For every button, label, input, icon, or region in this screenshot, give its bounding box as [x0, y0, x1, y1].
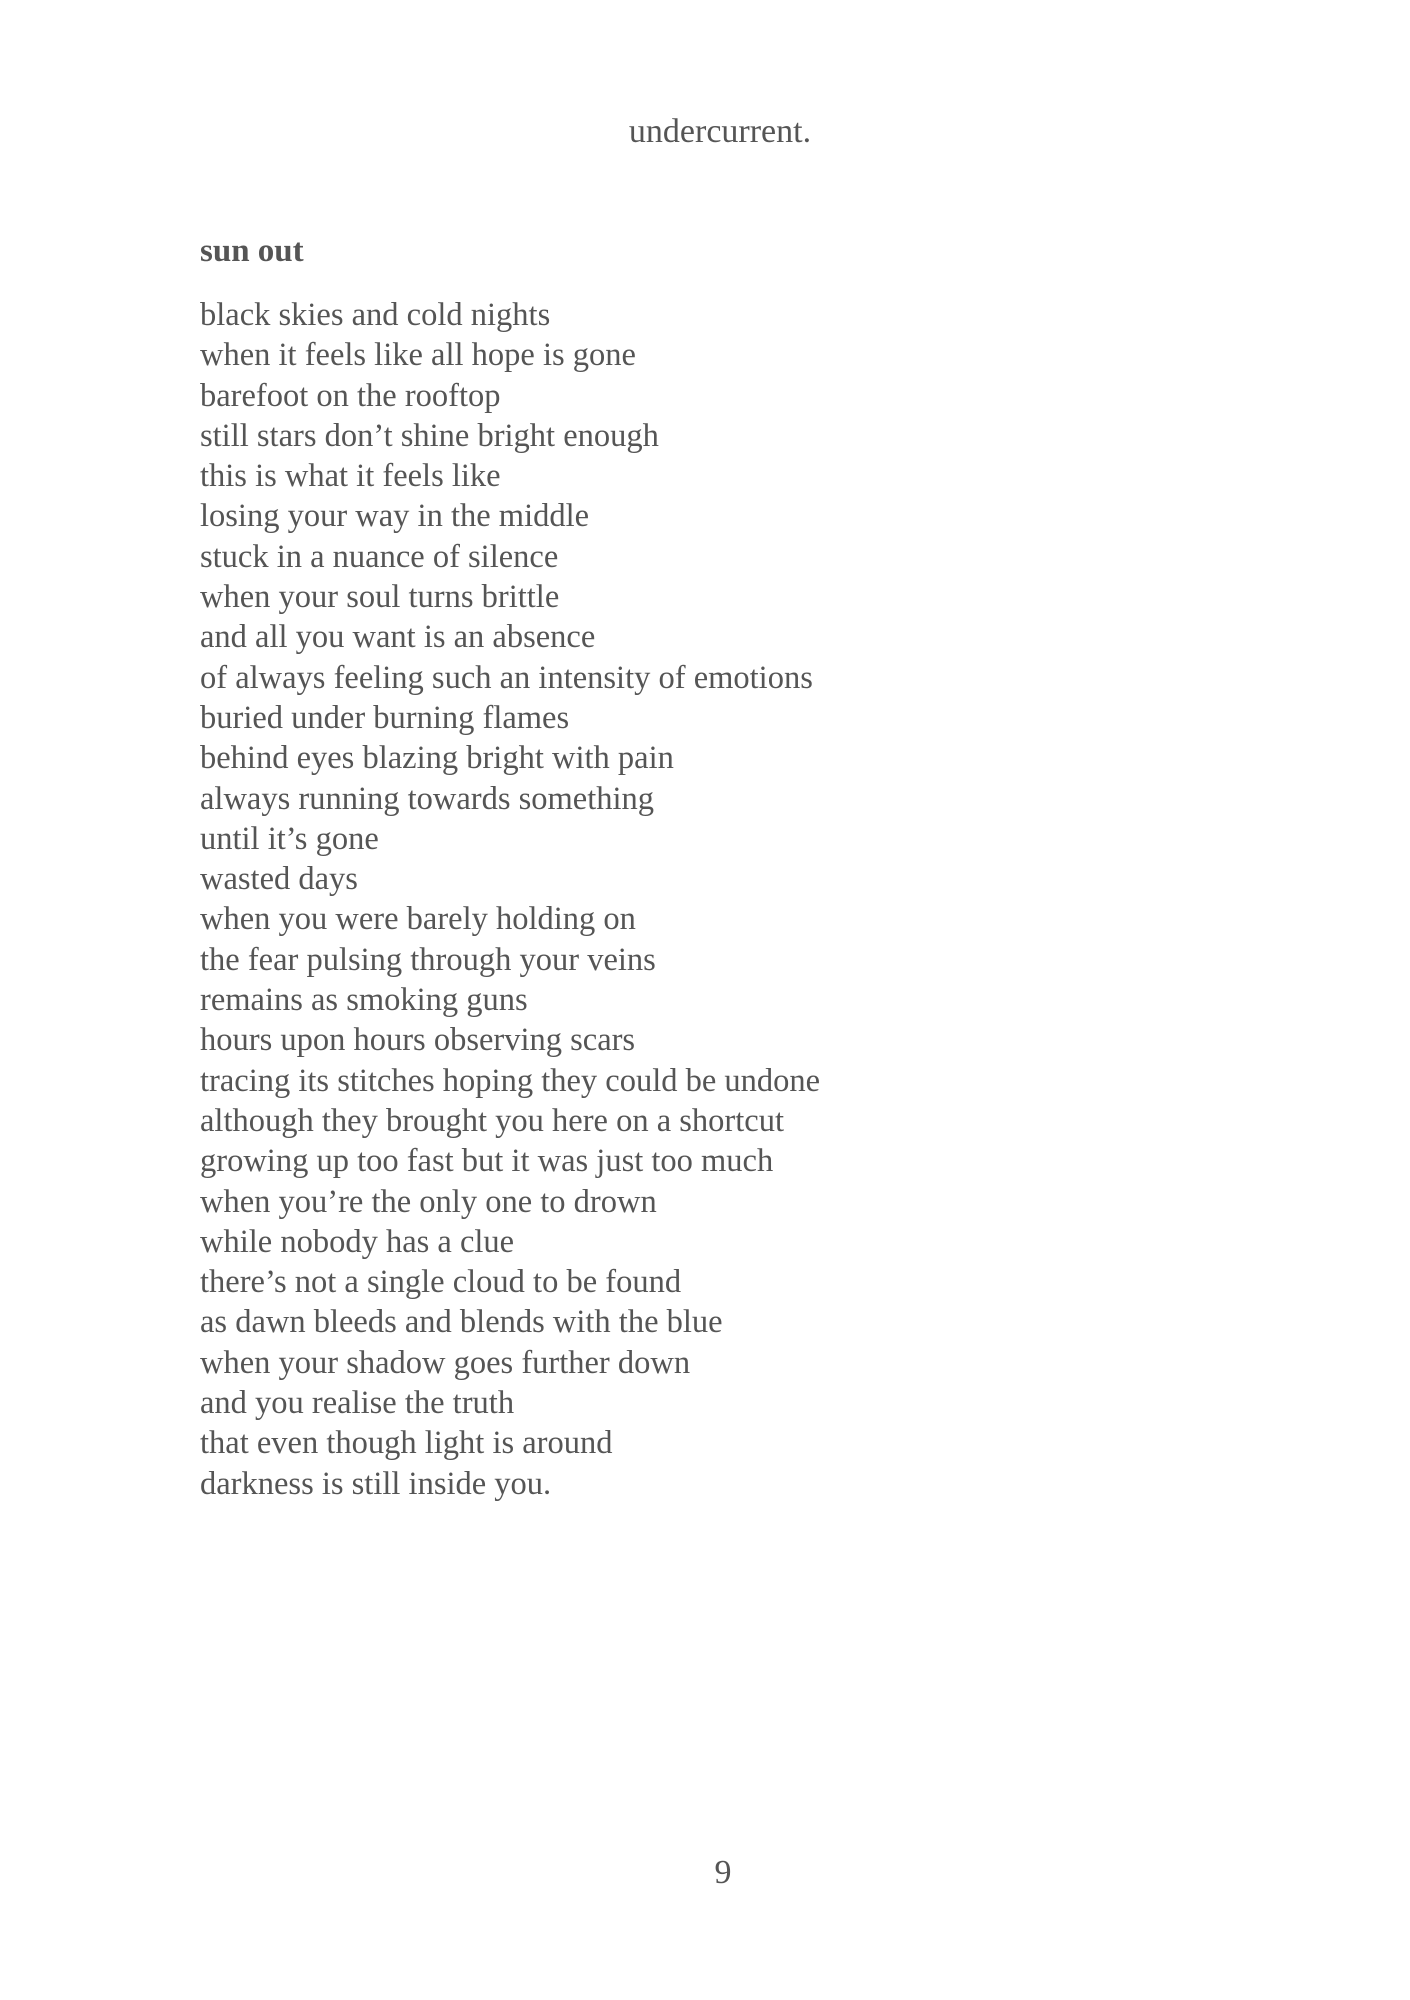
- poem-line: when your shadow goes further down: [200, 1344, 691, 1381]
- poem-line: black skies and cold nights: [200, 297, 551, 333]
- poem-line: although they brought you here on a shortcut: [200, 1102, 784, 1139]
- poem-body: [200, 295, 820, 1504]
- poem-line: as dawn bleeds and blends with the blue: [200, 1304, 723, 1341]
- poem-line: hours upon hours observing scars: [200, 1022, 636, 1059]
- poem-line: tracing its stitches hoping they could be undone: [200, 1062, 821, 1099]
- poem-line: the fear pulsing through your veins: [200, 941, 656, 978]
- poem-line: stuck in a nuance of silence: [200, 538, 559, 575]
- poem-line: barefoot on the rooftop: [200, 377, 501, 414]
- poem-line: when you’re the only one to drown: [200, 1183, 657, 1220]
- poem-line: wasted days: [200, 861, 358, 898]
- poem-line: when you were barely holding on: [200, 901, 636, 938]
- poem-line: buried under burning flames: [200, 699, 570, 736]
- poem-line: this is what it feels like: [200, 458, 501, 495]
- poem-line: there’s not a single cloud to be found: [200, 1264, 682, 1301]
- poem-line: and all you want is an absence: [200, 619, 596, 656]
- poem-line: of always feeling such an intensity of emotions: [200, 659, 813, 696]
- poem-line: when it feels like all hope is gone: [200, 337, 636, 374]
- page-number: 9: [714, 1854, 732, 1891]
- poem-line: always running towards something: [200, 780, 655, 817]
- poem-line: remains as smoking guns: [200, 982, 528, 1019]
- poem-line: still stars don’t shine bright enough: [200, 417, 659, 454]
- poem-line: darkness is still inside you.: [200, 1465, 552, 1502]
- poem-line: and you realise the truth: [200, 1385, 515, 1422]
- poem-line: losing your way in the middle: [200, 498, 590, 535]
- running-header: undercurrent.: [628, 113, 812, 150]
- poem-line: while nobody has a clue: [200, 1223, 515, 1260]
- poem-line: that even though light is around: [200, 1425, 613, 1462]
- poem-line: growing up too fast but it was just too much: [200, 1143, 774, 1180]
- poem-line: behind eyes blazing bright with pain: [200, 740, 674, 777]
- poem-line: until it’s gone: [200, 820, 379, 857]
- poem-line: when your soul turns brittle: [200, 579, 560, 616]
- poem-title: sun out: [200, 233, 304, 269]
